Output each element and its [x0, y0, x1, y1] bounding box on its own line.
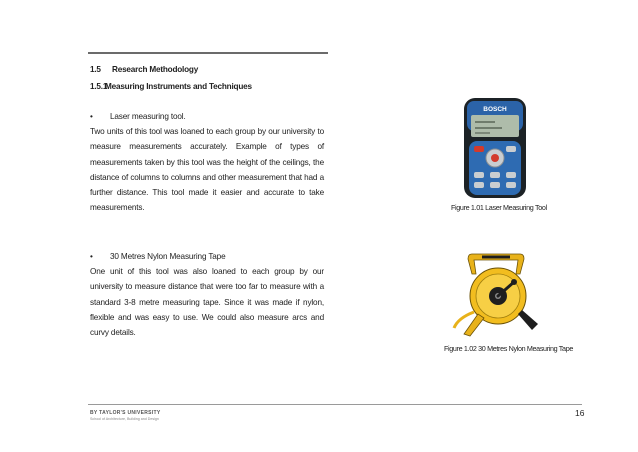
top-rule — [88, 52, 328, 54]
device-brand: BOSCH — [483, 106, 507, 113]
subsection-title: Measuring Instruments and Techniques — [105, 82, 252, 91]
section-number: 1.5 — [90, 65, 101, 74]
item-title-laser: Laser measuring tool. — [110, 112, 186, 121]
bullet-dot: • — [90, 112, 93, 121]
university-logo — [90, 410, 161, 421]
item-title-tape: 30 Metres Nylon Measuring Tape — [110, 252, 226, 261]
paragraph-laser — [90, 124, 324, 216]
section-heading — [90, 65, 198, 74]
bottom-rule — [88, 404, 582, 405]
measuring-tape-figure — [452, 252, 542, 338]
bullet-dot: • — [90, 252, 93, 261]
paragraph-tape — [90, 264, 324, 340]
subsection-heading — [90, 82, 252, 91]
laser-measuring-tool-figure — [462, 96, 528, 200]
figure-caption-1: Figure 1.01 Laser Measuring Tool — [451, 203, 547, 212]
bullet-tape — [90, 252, 226, 261]
figure-caption-2: Figure 1.02 30 Metres Nylon Measuring Tape — [444, 344, 573, 353]
bullet-laser — [90, 112, 186, 121]
paragraph-text: Two units of this tool was loaned to each group by our university to measure measurements accurately. Example of types of measurements taken by this tool was the height of the ceilings, the distance of columns to columns and other measurement that had a further distance. This tool made it easier and accurate to take measurements. — [90, 127, 324, 213]
subsection-number: 1.5.1 — [90, 82, 108, 91]
logo-line1: BY TAYLOR'S UNIVERSITY — [90, 410, 161, 416]
section-title: Research Methodology — [112, 65, 199, 74]
page-number: 16 — [575, 408, 585, 418]
logo-line2: School of Architecture, Building and Design — [90, 417, 159, 421]
paragraph-text: One unit of this tool was also loaned to each group by our university to measure distance that were too far to measure with a standard 3-8 metre measuring tape. Since it was made if nylon, flexible and was easy to use. We could also measure arcs and curvy details. — [90, 267, 324, 338]
